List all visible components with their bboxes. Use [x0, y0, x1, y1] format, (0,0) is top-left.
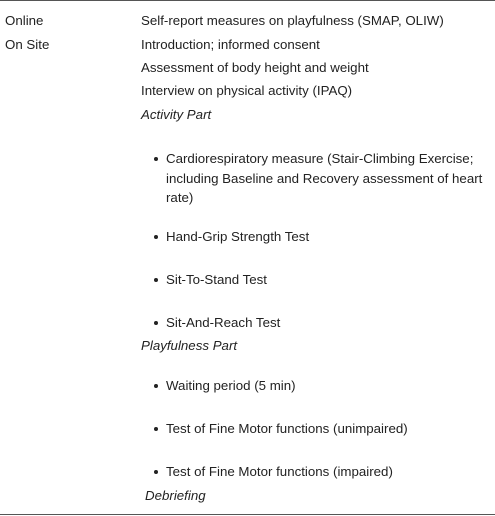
top-rule: [0, 0, 495, 1]
bullet-icon: [154, 427, 158, 431]
row-label-on-site: On Site: [5, 37, 50, 52]
bullet-icon: [154, 157, 158, 161]
bullet-cardio-line-2: including Baseline and Recovery assessment of heart: [166, 171, 483, 186]
bullet-icon: [154, 470, 158, 474]
bullet-hand-grip: Hand-Grip Strength Test: [166, 229, 310, 244]
row-label-online: Online: [5, 13, 44, 28]
playfulness-part-heading: Playfulness Part: [141, 338, 238, 353]
bullet-fine-motor-impaired: Test of Fine Motor functions (impaired): [166, 464, 393, 479]
bullet-waiting-period: Waiting period (5 min): [166, 378, 296, 393]
bullet-icon: [154, 321, 158, 325]
bullet-icon: [154, 278, 158, 282]
bullet-sit-to-stand: Sit-To-Stand Test: [166, 272, 268, 287]
bullet-cardio-line-3: rate): [166, 190, 194, 205]
bullet-cardio-line-1: Cardiorespiratory measure (Stair-Climbing Exercise;: [166, 151, 474, 166]
bullet-icon: [154, 384, 158, 388]
row-text-body-assessment: Assessment of body height and weight: [141, 60, 369, 75]
debriefing-heading: Debriefing: [145, 488, 206, 503]
bullet-fine-motor-unimpaired: Test of Fine Motor functions (unimpaired): [166, 421, 408, 436]
row-text-introduction: Introduction; informed consent: [141, 37, 320, 52]
bullet-icon: [154, 235, 158, 239]
bottom-rule: [0, 514, 495, 515]
row-text-self-report: Self-report measures on playfulness (SMAP, OLIW): [141, 13, 444, 28]
row-text-interview: Interview on physical activity (IPAQ): [141, 83, 353, 98]
bullet-sit-and-reach: Sit-And-Reach Test: [166, 315, 281, 330]
activity-part-heading: Activity Part: [141, 107, 212, 122]
